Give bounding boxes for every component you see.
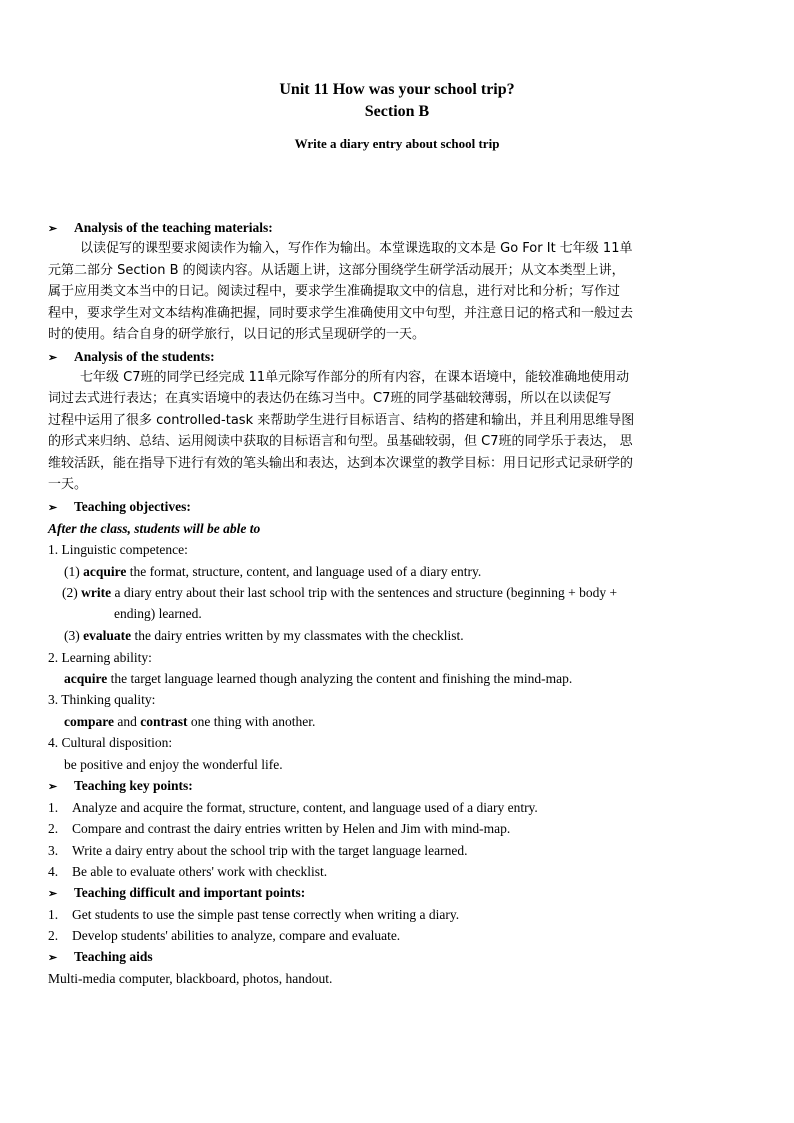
objective-item bbox=[64, 712, 315, 732]
objective-item: be positive and enjoy the wonderful life. bbox=[64, 757, 283, 772]
item-text: Compare and contrast the dairy entries written by Helen and Jim with mind-map. bbox=[72, 821, 511, 836]
aids-text: Multi-media computer, blackboard, photos, handout. bbox=[48, 971, 333, 986]
students-line: 维较活跃，能在指导下进行有效的笔头输出和表达，达到本次课堂的教学目标：用日记形式记录研学的 bbox=[48, 456, 634, 471]
objective-category: 2. Learning ability: bbox=[48, 650, 152, 665]
objective-category: 1. Linguistic competence: bbox=[48, 542, 188, 557]
item-text: Get students to use the simple past tense correctly when writing a diary. bbox=[72, 907, 460, 922]
heading-text: Analysis of the teaching materials: bbox=[74, 220, 273, 235]
lesson-subtitle: Write a diary entry about school trip bbox=[294, 136, 500, 151]
list-item bbox=[48, 798, 538, 818]
item-number: (2) bbox=[62, 585, 78, 600]
item-verb: contrast bbox=[140, 714, 188, 729]
item-text: the dairy entries written by my classmates with the checklist. bbox=[134, 628, 464, 643]
objectives-heading bbox=[48, 497, 191, 518]
bullet-arrow-icon: ➢ bbox=[48, 502, 58, 514]
list-item bbox=[48, 819, 510, 839]
bullet-arrow-icon: ➢ bbox=[48, 888, 58, 900]
bullet-arrow-icon: ➢ bbox=[48, 781, 58, 793]
item-number: (3) bbox=[64, 628, 80, 643]
students-line: 七年级 C7班的同学已经完成 11单元除写作部分的所有内容，在课本语境中，能较准确地使用动 bbox=[80, 370, 630, 385]
item-verb: evaluate bbox=[83, 628, 132, 643]
item-text: Develop students' abilities to analyze, compare and evaluate. bbox=[72, 928, 401, 943]
item-verb: acquire bbox=[64, 671, 108, 686]
item-number: 2. bbox=[48, 928, 59, 943]
objective-category: 3. Thinking quality: bbox=[48, 692, 156, 707]
objective-item bbox=[64, 669, 572, 689]
heading-text: Analysis of the students: bbox=[74, 349, 215, 364]
item-number: 2. bbox=[48, 821, 59, 836]
bullet-arrow-icon: ➢ bbox=[48, 952, 58, 964]
bullet-arrow-icon: ➢ bbox=[48, 223, 58, 235]
materials-line: 元第二部分 Section B 的阅读内容。从话题上讲，这部分围绕学生研学活动展开；从文本类型上讲， bbox=[48, 263, 625, 278]
materials-line: 以读促写的课型要求阅读作为输入，写作作为输出。本堂课选取的文本是 Go For It 七年级 11单 bbox=[80, 241, 633, 256]
item-number: 4. bbox=[48, 864, 59, 879]
key-points-heading bbox=[48, 776, 193, 797]
item-text: Write a dairy entry about the school trip with the target language learned. bbox=[72, 843, 468, 858]
item-verb: acquire bbox=[83, 564, 127, 579]
list-item bbox=[48, 862, 327, 882]
item-text: Be able to evaluate others' work with checklist. bbox=[72, 864, 328, 879]
item-number: 3. bbox=[48, 843, 59, 858]
difficult-points-heading bbox=[48, 883, 305, 904]
item-verb: write bbox=[81, 585, 112, 600]
list-item bbox=[48, 841, 467, 861]
heading-text: Teaching key points: bbox=[74, 778, 193, 793]
item-text: a diary entry about their last school trip with the sentences and structure (beginning + body + bbox=[114, 585, 618, 600]
students-heading bbox=[48, 347, 215, 368]
objective-item bbox=[64, 626, 464, 646]
objective-item bbox=[64, 562, 481, 582]
section-title: Section B bbox=[364, 103, 430, 120]
item-number: 1. bbox=[48, 800, 59, 815]
materials-line: 时的使用。结合自身的研学旅行，以日记的形式呈现研学的一天。 bbox=[48, 327, 426, 342]
heading-text: Teaching difficult and important points: bbox=[74, 885, 306, 900]
item-text: and bbox=[117, 714, 137, 729]
item-text: the target language learned though analyzing the content and finishing the mind-map. bbox=[110, 671, 573, 686]
list-item bbox=[48, 905, 459, 925]
materials-heading bbox=[48, 218, 273, 239]
item-text: Analyze and acquire the format, structure, content, and language used of a diary entry. bbox=[72, 800, 538, 815]
item-number: 1. bbox=[48, 907, 59, 922]
students-line: 词过去式进行表达；在真实语境中的表达仍在练习当中。C7班的同学基础较薄弱，所以在以读促写 bbox=[48, 391, 612, 406]
bullet-arrow-icon: ➢ bbox=[48, 352, 58, 364]
objective-category: 4. Cultural disposition: bbox=[48, 735, 173, 750]
students-line: 一天。 bbox=[48, 477, 88, 492]
objective-item bbox=[62, 583, 617, 603]
aids-heading bbox=[48, 947, 153, 968]
students-line: 过程中运用了很多 controlled-task 来帮助学生进行目标语言、结构的搭建和输出，并且利用思维导图 bbox=[48, 413, 635, 428]
unit-title: Unit 11 How was your school trip? bbox=[279, 81, 515, 98]
materials-line: 程中，要求学生对文本结构准确把握，同时要求学生准确使用文中句型，并注意日记的格式和一般过去 bbox=[48, 306, 634, 321]
item-verb: compare bbox=[64, 714, 114, 729]
heading-text: Teaching objectives: bbox=[74, 499, 191, 514]
heading-text: Teaching aids bbox=[74, 949, 153, 964]
list-item bbox=[48, 926, 400, 946]
materials-line: 属于应用类文本当中的日记。阅读过程中，要求学生准确提取文中的信息，进行对比和分析；写作过 bbox=[48, 284, 621, 299]
students-line: 的形式来归纳、总结、运用阅读中获取的目标语言和句型。虽基础较弱，但 C7班的同学乐于表达， 思 bbox=[48, 434, 633, 449]
objectives-lead: After the class, students will be able to bbox=[48, 521, 261, 536]
item-number: (1) bbox=[64, 564, 80, 579]
item-text: the format, structure, content, and language used of a diary entry. bbox=[129, 564, 482, 579]
objective-item-continuation: ending) learned. bbox=[114, 606, 202, 621]
item-text: one thing with another. bbox=[190, 714, 316, 729]
